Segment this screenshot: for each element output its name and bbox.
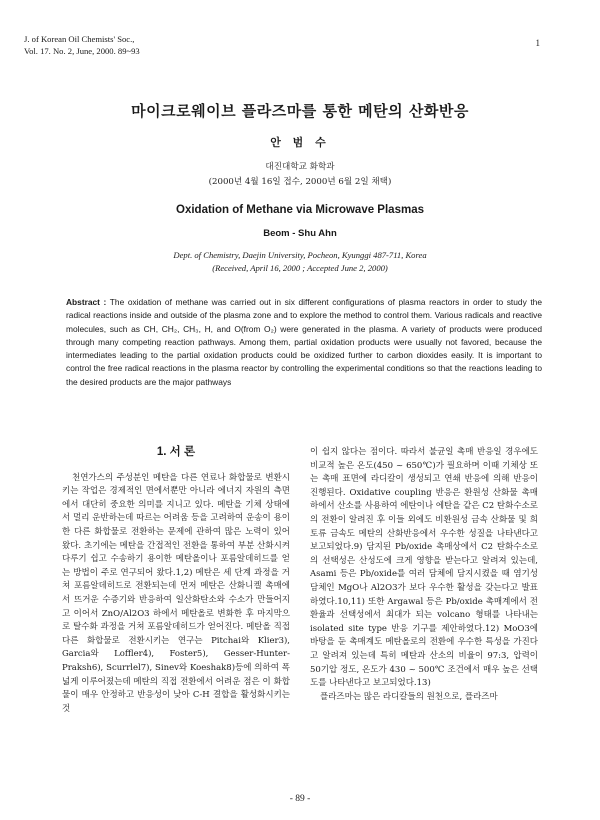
english-affiliation: Dept. of Chemistry, Daejin University, Pocheon, Kyunggi 487-711, Korea	[173, 250, 427, 260]
body-paragraph: 플라즈마는 많은 라디칼들의 원천으로, 플라즈마	[320, 691, 498, 702]
abstract-text: The oxidation of methane was carried out in six different configurations of plasma reactors in order to study the radical reactions inside and outside of the plasma zone and to explore the method to control them. Various radicals and reactive molecules, such as CH, CH₂, CH₃, H, and O(from O₂) were generated in the plasma. A variety of products were produced through many competing reaction pathways. Among them, partial oxidation products were usually not favored, because the intermediates leading to the partial oxidation products could be oxidized further to carbon dioxides easily. It is important to control the free radical reactions in the plasma reactor by controlling the experimental conditions so that the reactions leading to the desired products are the major pathways	[66, 297, 542, 387]
english-dates: (Received, April 16, 2000 ; Accepted June 2, 2000)	[212, 263, 388, 273]
journal-name: J. of Korean Oil Chemists' Soc.,	[24, 34, 135, 44]
korean-affiliation: 대진대학교 화학과	[265, 162, 335, 172]
header-page-number: 1	[535, 38, 540, 48]
journal-volume: Vol. 17. No. 2, June, 2000. 89~93	[24, 45, 140, 56]
body-paragraph: 천연가스의 주성분인 메탄을 다른 연료나 화합물로 변환시키는 작업은 경제적인 면에서뿐만 아니라 에너지 자원의 측면에서 대단히 중요한 의미를 지니고 있다. 메탄을 기체 상태에서 멀리 운반하는데 따르는 어려움 등을 고려하여 운송이 용이한 다른 화합물로 전환하는 문제에 관하여 많은 노력이 있어 왔다. 초기에는 메탄을 간접적인 전환을 통하여 부분 산화시켜 다루기 쉽고 수송하기 용이한 메탄올이나 포름알데히드를 얻는 방법이 주로 연구되어 왔다.1,2) 메탄은 세 단계 과정을 거쳐 포름알데히드로 전환되는데 먼저 메탄은 산화니켈 촉매에서 뜨거운 수증기와 반응하여 일산화탄소와 수소가 만들어지고 이어서 ZnO/Al2O3 하에서 메탄올로 변화한 후 마지막으로 탈수화 과정을 거쳐 포름알데히드가 얻어진다. 메탄올 직접 다른 화합물로 전환시키는 연구는 Pitchai와 Klier3), Garcia와 Loffler4), Foster5), Gesser-Hunter-Praksh6), Scurrlel7), Sinev와 Koeshak8)등에 의하여 폭넓게 이루어졌는데 메탄의 직접 전환에서 어려운 점은 이 화합물이 매우 안정하고 반응성이 낮아 C-H 결합을 활성화시키는 것	[62, 472, 290, 714]
body-paragraph: 이 쉽지 않다는 점이다. 따라서 불균일 촉매 반응일 경우에도 비교적 높은 온도(450 ~ 650℃)가 필요하며 이때 기체상 또는 촉매 표면에 라디칼이 생성되고 연쇄 반응에 의해 반응이 진행된다. Oxidative coupling 반응은 환원성 산화물 촉매하에서 산소를 사용하여 에탄이나 에탄을 같은 C2 탄화수소로의 전환이 알려진 후 이들 외에도 비환원성 금속 산화물 및 희토류 금속도 메탄의 산화반응에서 우수한 성질을 나타낸다고 보고되었다.9) 담지된 Pb/oxide 촉매상에서 C2 탄화수소로의 선택성은 산성도에 크게 영향을 받는다고 알려져 있는데, Asami 등은 Pb/oxide를 여러 담체에 담지시켰을 때 염기성 담체인 MgO나 Al2O3가 보다 우수한 활성을 갖는다고 발표하였다.10,11) 또한 Argawal 등은 Pb/oxide 촉매계에서 전환율과 선택성에서 최대가 되는 volcano 형태를 나타내는 isolated site type 반응 기구를 제안하였다.12) MoO3에 바탕을 둔 촉매계도 메탄올로의 전환에 우수한 특성을 가진다고 알려져 있는데 특히 메탄과 산소의 비율이 97:3, 압력이 50기압 정도, 온도가 430 ~ 500℃ 조건에서 매우 높은 선택도를 나타낸다고 보고되었다.13)	[310, 447, 538, 689]
korean-dates: (2000년 4월 16일 접수, 2000년 6월 2일 채택)	[208, 177, 392, 187]
korean-author: 안 범 수	[270, 136, 330, 149]
footer-page-number: - 89 -	[289, 794, 311, 804]
abstract	[66, 296, 542, 389]
korean-title: 마이크로웨이브 플라즈마를 통한 메탄의 산화반응	[131, 102, 469, 120]
abstract-label: Abstract :	[66, 297, 107, 307]
right-column	[310, 446, 538, 704]
section-heading: 1. 서 론	[156, 446, 196, 458]
journal-citation	[24, 34, 140, 57]
english-author: Beom - Shu Ahn	[263, 228, 337, 239]
left-column	[62, 446, 290, 716]
english-title: Oxidation of Methane via Microwave Plasmas	[176, 204, 424, 216]
